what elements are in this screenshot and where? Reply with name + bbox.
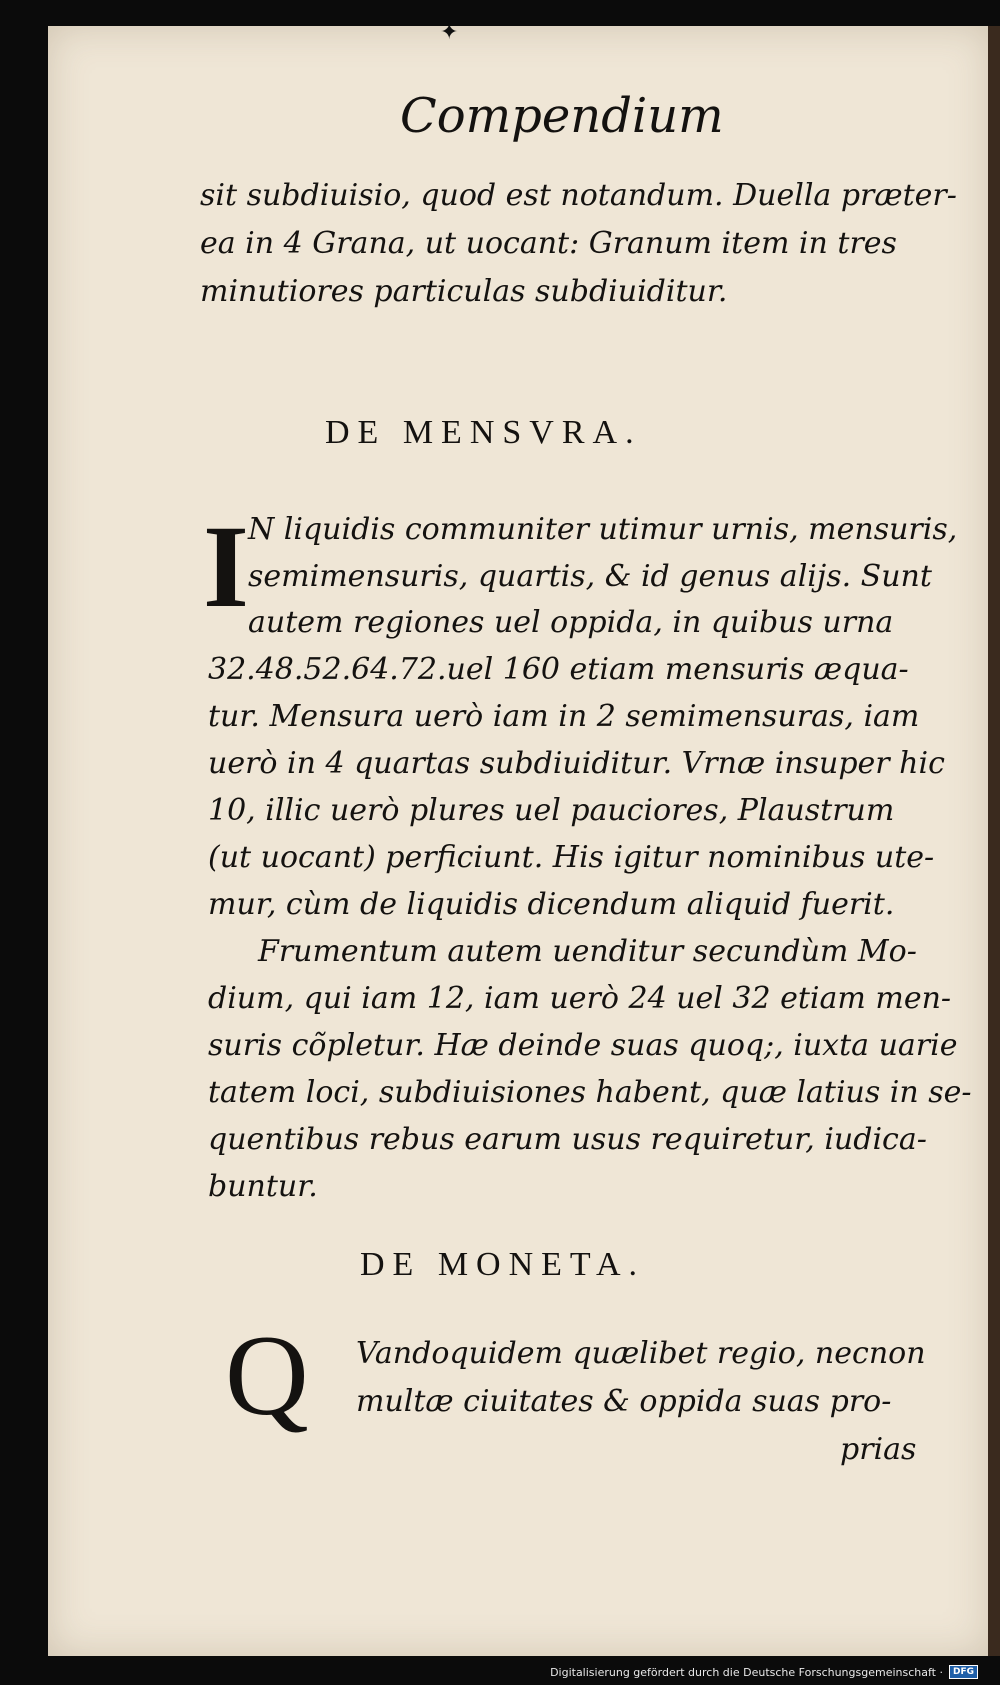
text-line: uerò in 4 quartas subdiuiditur. Vrnæ insuper hic — [208, 746, 945, 781]
section-heading-mensura: DE MENSVRA. — [325, 414, 642, 451]
text-line: N liquidis communiter utimur urnis, mensuris, — [248, 512, 958, 547]
text-line: semimensuris, quartis, & id genus alijs. Sunt — [248, 559, 932, 594]
running-head: Compendium — [400, 88, 724, 144]
page-edge — [988, 26, 1000, 1656]
text-line: autem regiones uel oppida, in quibus urna — [248, 605, 894, 640]
text-line: Vandoquidem quælibet regio, necnon — [356, 1336, 926, 1371]
text-line: dium, qui iam 12, iam uerò 24 uel 32 etiam men- — [208, 981, 952, 1016]
catchword: prias — [840, 1432, 917, 1467]
drop-cap-i: I — [203, 501, 249, 632]
text-line: minutiores particulas subdiuiditur. — [200, 274, 728, 309]
text-line: 10, illic uerò plures uel pauciores, Plaustrum — [208, 793, 895, 828]
drop-cap-q: Q — [225, 1312, 309, 1440]
top-ornament: ✦ — [440, 20, 459, 45]
text-line: sit subdiuisio, quod est notandum. Duella præter- — [200, 178, 957, 213]
footer-text: Digitalisierung gefördert durch die Deutsche Forschungsgemeinschaft · — [550, 1665, 943, 1679]
text-line: tatem loci, subdiuisiones habent, quæ latius in se- — [208, 1075, 972, 1110]
text-line: suris cõpletur. Hæ deinde suas quoq;, iuxta uarie — [208, 1028, 958, 1063]
text-line: ea in 4 Grana, ut uocant: Granum item in tres — [200, 226, 897, 261]
text-line: multæ ciuitates & oppida suas pro- — [356, 1384, 892, 1419]
text-line: mur, cùm de liquidis dicendum aliquid fuerit. — [208, 887, 895, 922]
text-line: buntur. — [208, 1169, 318, 1204]
digitization-footer — [550, 1665, 978, 1679]
text-line: (ut uocant) perficiunt. His igitur nominibus ute- — [208, 840, 935, 875]
text-line: quentibus rebus earum usus requiretur, iudica- — [208, 1122, 927, 1157]
text-line: tur. Mensura uerò iam in 2 semimensuras, iam — [208, 699, 920, 734]
text-line: Frumentum autem uenditur secundùm Mo- — [258, 934, 917, 969]
dfg-logo: DFG — [949, 1665, 978, 1679]
section-heading-moneta: DE MONETA. — [360, 1246, 646, 1283]
text-line: 32.48.52.64.72.uel 160 etiam mensuris æqua- — [208, 652, 909, 687]
